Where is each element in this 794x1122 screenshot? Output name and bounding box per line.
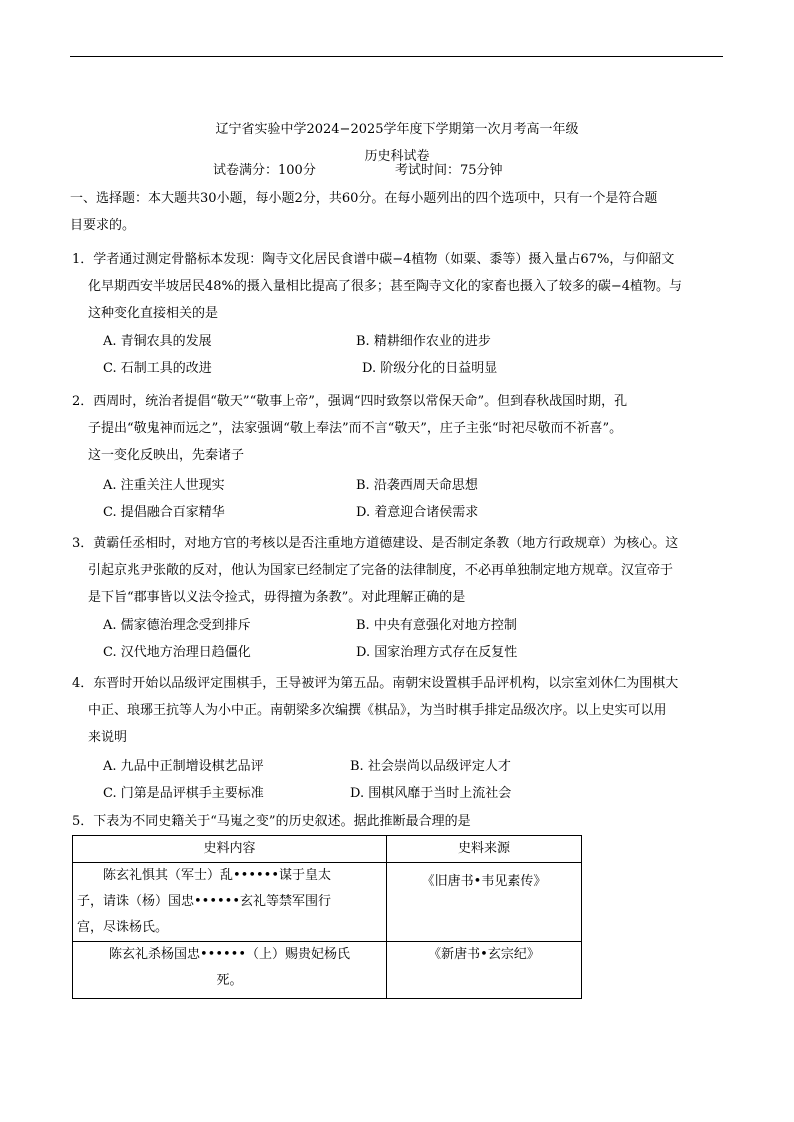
header-rule — [70, 56, 723, 57]
q4-option-d[interactable]: D. 围棋风靡于当时上流社会 — [350, 786, 512, 801]
q3-option-b[interactable]: B. 中央有意强化对地方控制 — [356, 618, 517, 633]
q4-option-a[interactable]: A. 九品中正制增设棋艺品评 — [103, 759, 264, 774]
q4-line3: 来说明 — [88, 730, 128, 745]
table-cell-content — [73, 863, 387, 942]
cell-line: 陈玄礼杀杨国忠••••••（上）赐贵妃杨氏 — [108, 947, 350, 962]
q2-option-c[interactable]: C. 提倡融合百家精华 — [103, 505, 225, 520]
cell-line: 子，请诛（杨）国忠••••••玄礼等禁军围行 — [77, 894, 332, 909]
q2-line2: 子提出“敬鬼神而远之”，法家强调“敬上奉法”而不言“敬天”，庄子主张“时祀尽敬而不祈喜”。 — [88, 421, 623, 436]
q5-line1: 5．下表为不同史籍关于“马嵬之变”的历史叙述。据此推断最合理的是 — [72, 814, 471, 829]
q1-option-d[interactable]: D. 阶级分化的日益明显 — [362, 361, 498, 376]
cell-line: 宫，尽诛杨氏。 — [77, 920, 169, 935]
q2-option-a[interactable]: A. 注重关注人世现实 — [103, 478, 225, 493]
q1-option-b[interactable]: B. 精耕细作农业的进步 — [356, 334, 491, 349]
table-header-source: 史料来源 — [387, 836, 582, 863]
q4-line1: 4．东晋时开始以品级评定围棋手，王导被评为第五品。南朝宋设置棋手品评机构，以宗室刘休仁为围棋大 — [72, 676, 679, 691]
q3-line1: 3．黄霸任丞相时，对地方官的考核以是否注重地方道德建设、是否制定条教（地方行政规章）为核心。这 — [72, 536, 679, 551]
table-cell-source: 《旧唐书•韦见素传》 — [387, 863, 582, 942]
q4-option-b[interactable]: B. 社会崇尚以品级评定人才 — [350, 759, 511, 774]
exam-subtitle: 历史科试卷 — [364, 149, 430, 164]
table-row — [73, 942, 582, 999]
q1-option-c[interactable]: C. 石制工具的改进 — [103, 361, 212, 376]
q3-option-c[interactable]: C. 汉代地方治理日趋僵化 — [103, 645, 251, 660]
q3-line2: 引起京兆尹张敞的反对，他认为国家已经制定了完备的法律制度，不必再单独制定地方规章。汉宣帝于 — [88, 563, 674, 578]
full-score: 试卷满分：100分 — [213, 163, 316, 178]
exam-title: 辽宁省实验中学2024−2025学年度下学期第一次月考高一年级 — [215, 122, 579, 137]
q1-line2: 化早期西安半坡居民48%的摄入量相比提高了很多；甚至陶寺文化的家畜也摄入了较多的碳−4植物。与 — [88, 279, 683, 294]
q4-line2: 中正、琅琊王抗等人为小中正。南朝梁多次编撰《棋品》，为当时棋手排定品级次序。以上史实可以用 — [88, 703, 667, 718]
q2-line3: 这一变化反映出，先秦诸子 — [88, 448, 245, 463]
q1-option-a[interactable]: A. 青铜农具的发展 — [103, 334, 212, 349]
table-row — [73, 863, 582, 942]
table-header-row — [73, 836, 582, 863]
q3-option-a[interactable]: A. 儒家德治理念受到排斥 — [103, 618, 251, 633]
section-instructions-line1: 一、选择题：本大题共30小题，每小题2分，共60分。在每小题列出的四个选项中，只有一个是符合题 — [70, 191, 658, 206]
cell-line: 陈玄礼惧其（军士）乱••••••谋于皇太 — [77, 868, 332, 883]
q3-option-d[interactable]: D. 国家治理方式存在反复性 — [356, 645, 518, 660]
cell-line: 死。 — [216, 973, 243, 988]
table-header-content: 史料内容 — [73, 836, 387, 863]
table-cell-content — [73, 942, 387, 999]
q4-option-c[interactable]: C. 门第是品评棋手主要标准 — [103, 786, 264, 801]
section-instructions-line2: 目要求的。 — [70, 218, 136, 233]
q3-line3: 是下旨“郡事皆以义法令捡式，毋得擅为条教”。对此理解正确的是 — [88, 590, 466, 605]
q2-option-d[interactable]: D. 着意迎合诸侯需求 — [356, 505, 479, 520]
q1-line1: 1．学者通过测定骨骼标本发现：陶寺文化居民食谱中碳−4植物（如粟、黍等）摄入量占67%，与仰韶文 — [72, 252, 675, 267]
q2-option-b[interactable]: B. 沿袭西周天命思想 — [356, 478, 478, 493]
source-table — [72, 835, 582, 999]
table-cell-source: 《新唐书•玄宗纪》 — [387, 942, 582, 999]
q2-line1: 2．西周时，统治者提倡“敬天”“敬事上帝”，强调“四时致祭以常保天命”。但到春秋战国时期，孔 — [72, 394, 628, 409]
q1-line3: 这种变化直接相关的是 — [88, 306, 219, 321]
exam-time: 考试时间：75分钟 — [395, 163, 503, 178]
